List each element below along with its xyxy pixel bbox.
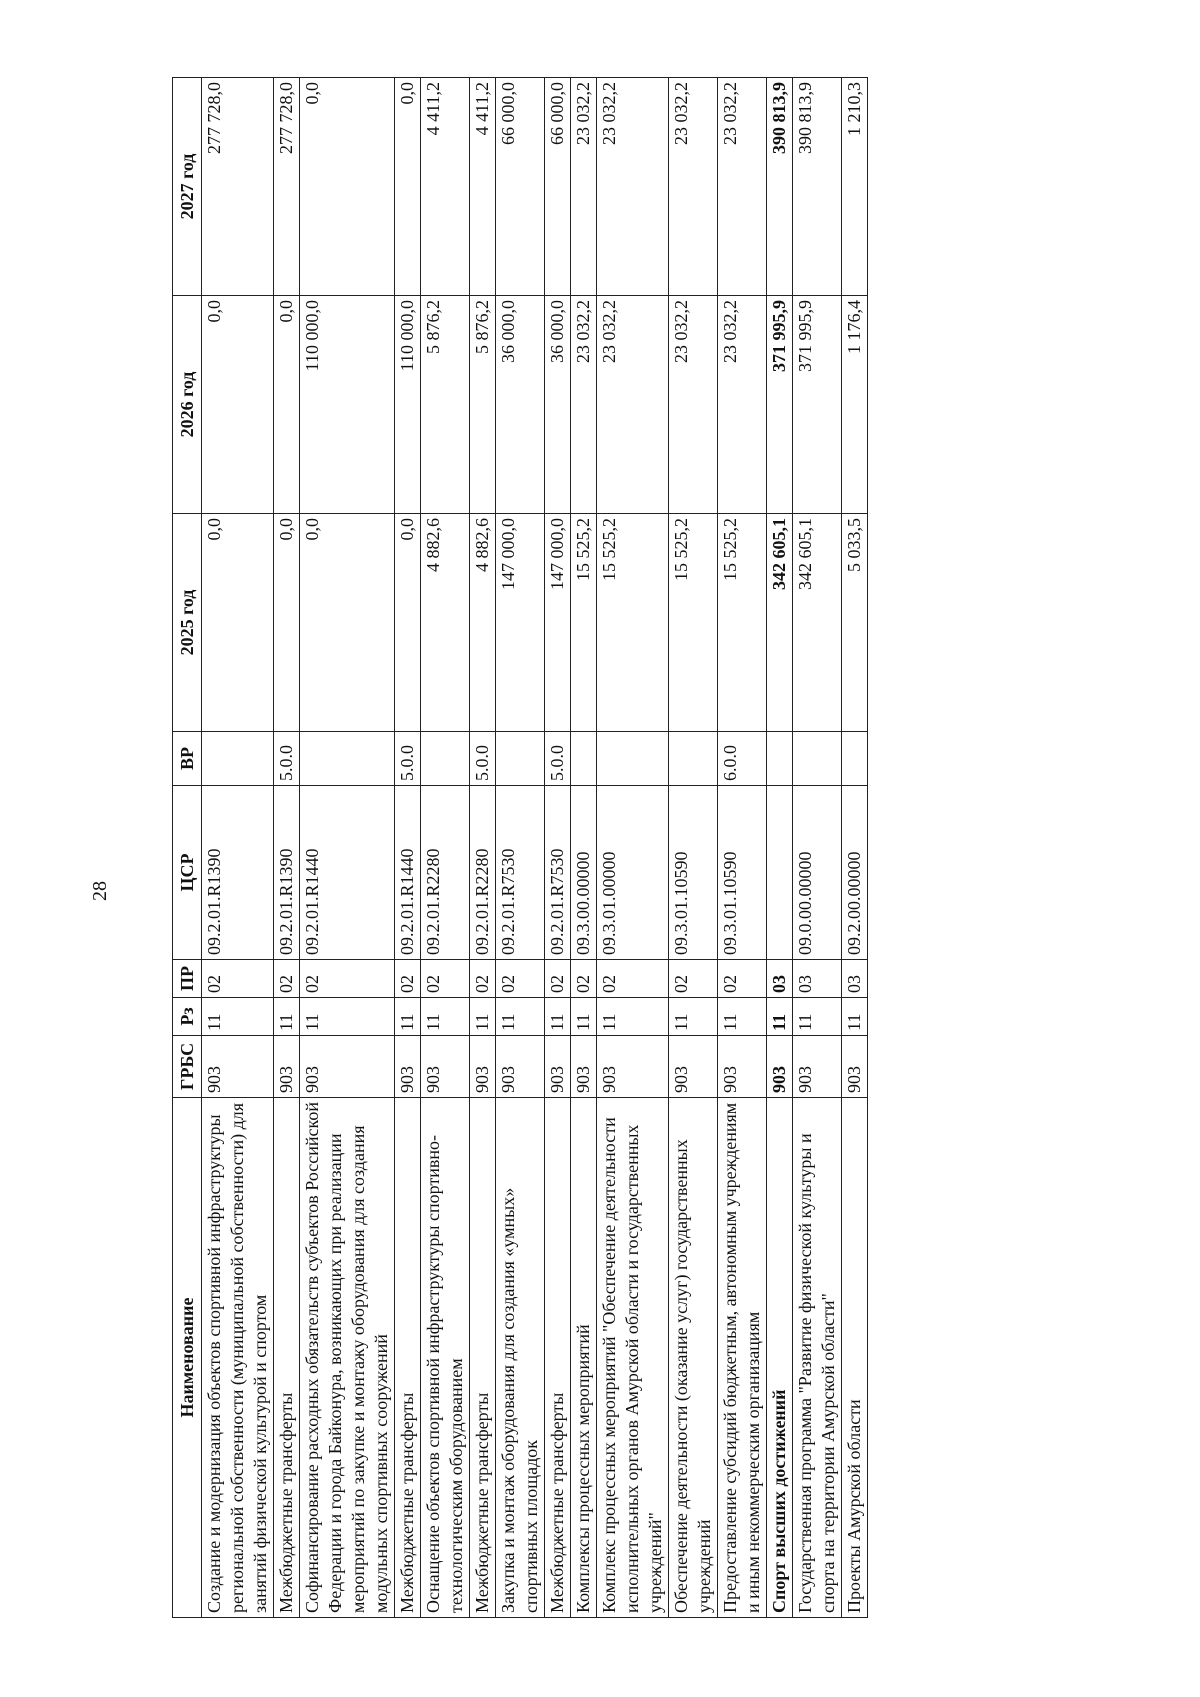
- cell-2026: 1 176,4: [842, 296, 868, 514]
- header-2027: 2027 год: [173, 78, 202, 296]
- budget-table-container: [172, 78, 952, 1618]
- cell-name: Государственная программа "Развитие физической культуры и спорта на территории Амурской области": [793, 1098, 842, 1618]
- cell-2025: 15 525,2: [718, 514, 767, 732]
- cell-rz: 11: [470, 998, 496, 1036]
- cell-rz: 11: [395, 998, 421, 1036]
- cell-rz: 11: [274, 998, 300, 1036]
- cell-2027: 23 032,2: [669, 78, 718, 296]
- cell-2025: 0,0: [300, 514, 395, 732]
- cell-pr: 03: [793, 960, 842, 998]
- cell-csr: 09.2.01.R7530: [545, 786, 571, 960]
- cell-vr: 5.0.0: [470, 732, 496, 786]
- cell-grbs: 903: [395, 1036, 421, 1098]
- cell-2026: 5 876,2: [470, 296, 496, 514]
- cell-2025: 0,0: [395, 514, 421, 732]
- table-row: [300, 78, 395, 1618]
- cell-2025: 0,0: [202, 514, 274, 732]
- cell-pr: 02: [395, 960, 421, 998]
- cell-vr: [842, 732, 868, 786]
- cell-2027: 390 813,9: [793, 78, 842, 296]
- cell-csr: 09.3.01.10590: [669, 786, 718, 960]
- table-body: [202, 78, 868, 1618]
- cell-grbs: 903: [842, 1036, 868, 1098]
- cell-2025: 342 605,1: [793, 514, 842, 732]
- cell-name: Предоставление субсидий бюджетным, автономным учреждениям и иным некоммерческим организациям: [718, 1098, 767, 1618]
- header-2025: 2025 год: [173, 514, 202, 732]
- cell-name: Межбюджетные трансферты: [470, 1098, 496, 1618]
- table-row: [597, 78, 669, 1618]
- cell-vr: [300, 732, 395, 786]
- cell-vr: [669, 732, 718, 786]
- cell-csr: 09.3.01.00000: [597, 786, 669, 960]
- cell-2027: 390 813,9: [767, 78, 793, 296]
- cell-rz: 11: [718, 998, 767, 1036]
- cell-vr: [793, 732, 842, 786]
- table-row: [767, 78, 793, 1618]
- cell-2027: 1 210,3: [842, 78, 868, 296]
- cell-pr: 02: [669, 960, 718, 998]
- cell-name: Оснащение объектов спортивной инфраструктуры спортивно-технологическим оборудованием: [421, 1098, 470, 1618]
- table-row: [718, 78, 767, 1618]
- table-row: [842, 78, 868, 1618]
- cell-pr: 02: [421, 960, 470, 998]
- cell-2025: 15 525,2: [571, 514, 597, 732]
- cell-grbs: 903: [496, 1036, 545, 1098]
- cell-rz: 11: [669, 998, 718, 1036]
- cell-2027: 0,0: [300, 78, 395, 296]
- cell-2027: 4 411,2: [421, 78, 470, 296]
- cell-2027: 66 000,0: [545, 78, 571, 296]
- cell-2025: 147 000,0: [545, 514, 571, 732]
- cell-2027: 0,0: [395, 78, 421, 296]
- cell-name: Межбюджетные трансферты: [545, 1098, 571, 1618]
- cell-2026: 23 032,2: [597, 296, 669, 514]
- cell-2025: 147 000,0: [496, 514, 545, 732]
- cell-2026: 23 032,2: [718, 296, 767, 514]
- cell-rz: 11: [842, 998, 868, 1036]
- cell-grbs: 903: [202, 1036, 274, 1098]
- cell-vr: 6.0.0: [718, 732, 767, 786]
- cell-2025: 4 882,6: [470, 514, 496, 732]
- cell-2026: 23 032,2: [669, 296, 718, 514]
- cell-vr: [421, 732, 470, 786]
- cell-rz: 11: [597, 998, 669, 1036]
- cell-2026: 0,0: [274, 296, 300, 514]
- cell-vr: [496, 732, 545, 786]
- cell-rz: 11: [496, 998, 545, 1036]
- table-row: [545, 78, 571, 1618]
- header-2026: 2026 год: [173, 296, 202, 514]
- cell-name: Межбюджетные трансферты: [395, 1098, 421, 1618]
- cell-2027: 277 728,0: [202, 78, 274, 296]
- cell-csr: 09.2.01.R2280: [421, 786, 470, 960]
- cell-csr: 09.2.01.R1390: [274, 786, 300, 960]
- cell-pr: 02: [545, 960, 571, 998]
- cell-name: Проекты Амурской области: [842, 1098, 868, 1618]
- table-row: [470, 78, 496, 1618]
- cell-vr: 5.0.0: [545, 732, 571, 786]
- cell-csr: 09.2.01.R1440: [300, 786, 395, 960]
- cell-2027: 23 032,2: [597, 78, 669, 296]
- cell-2027: 23 032,2: [571, 78, 597, 296]
- cell-grbs: 903: [793, 1036, 842, 1098]
- cell-pr: 02: [571, 960, 597, 998]
- cell-2027: 277 728,0: [274, 78, 300, 296]
- cell-pr: 02: [300, 960, 395, 998]
- cell-grbs: 903: [597, 1036, 669, 1098]
- cell-2026: 371 995,9: [793, 296, 842, 514]
- cell-csr: 09.2.01.R7530: [496, 786, 545, 960]
- cell-grbs: 903: [421, 1036, 470, 1098]
- cell-vr: [597, 732, 669, 786]
- cell-rz: 11: [767, 998, 793, 1036]
- cell-2026: 110 000,0: [300, 296, 395, 514]
- header-csr: ЦСР: [173, 786, 202, 960]
- cell-2027: 4 411,2: [470, 78, 496, 296]
- cell-2026: 371 995,9: [767, 296, 793, 514]
- cell-grbs: 903: [470, 1036, 496, 1098]
- cell-pr: 02: [274, 960, 300, 998]
- cell-csr: [767, 786, 793, 960]
- cell-csr: 09.2.01.R2280: [470, 786, 496, 960]
- table-row: [202, 78, 274, 1618]
- cell-vr: 5.0.0: [395, 732, 421, 786]
- cell-name: Софинансирование расходных обязательств субъектов Российской Федерации и города Байконура, возникающих при реализации мероприятий по закупке и монтажу оборудования для создания модульных спортивных сооружений: [300, 1098, 395, 1618]
- cell-2026: 36 000,0: [496, 296, 545, 514]
- cell-csr: 09.2.01.R1390: [202, 786, 274, 960]
- cell-rz: 11: [793, 998, 842, 1036]
- cell-grbs: 903: [300, 1036, 395, 1098]
- cell-2026: 23 032,2: [571, 296, 597, 514]
- table-row: [274, 78, 300, 1618]
- cell-csr: 09.3.01.10590: [718, 786, 767, 960]
- cell-csr: 09.3.00.00000: [571, 786, 597, 960]
- cell-2025: 342 605,1: [767, 514, 793, 732]
- header-name: Наименование: [173, 1098, 202, 1618]
- cell-2025: 15 525,2: [597, 514, 669, 732]
- cell-2026: 5 876,2: [421, 296, 470, 514]
- cell-csr: 09.0.00.00000: [793, 786, 842, 960]
- table-row: [793, 78, 842, 1618]
- budget-table: [172, 77, 868, 1618]
- cell-grbs: 903: [571, 1036, 597, 1098]
- cell-name: Комплекс процессных мероприятий "Обеспечение деятельности исполнительных органов Амурской области и государственных учреждений": [597, 1098, 669, 1618]
- cell-pr: 02: [496, 960, 545, 998]
- cell-name: Обеспечение деятельности (оказание услуг) государственных учреждений: [669, 1098, 718, 1618]
- table-header: [173, 78, 202, 1618]
- table-row: [421, 78, 470, 1618]
- header-pr: ПР: [173, 960, 202, 998]
- cell-pr: 02: [597, 960, 669, 998]
- cell-vr: [767, 732, 793, 786]
- cell-2026: 0,0: [202, 296, 274, 514]
- cell-grbs: 903: [767, 1036, 793, 1098]
- cell-pr: 03: [842, 960, 868, 998]
- cell-name: Спорт высших достижений: [767, 1098, 793, 1618]
- cell-name: Межбюджетные трансферты: [274, 1098, 300, 1618]
- cell-2027: 23 032,2: [718, 78, 767, 296]
- cell-vr: 5.0.0: [274, 732, 300, 786]
- cell-grbs: 903: [274, 1036, 300, 1098]
- cell-grbs: 903: [669, 1036, 718, 1098]
- cell-grbs: 903: [545, 1036, 571, 1098]
- cell-pr: 03: [767, 960, 793, 998]
- cell-2027: 66 000,0: [496, 78, 545, 296]
- cell-rz: 11: [571, 998, 597, 1036]
- cell-name: Создание и модернизация объектов спортивной инфраструктуры региональной собственности (муниципальной собственности) для занятий физической культурой и спортом: [202, 1098, 274, 1618]
- cell-name: Комплексы процессных мероприятий: [571, 1098, 597, 1618]
- cell-rz: 11: [202, 998, 274, 1036]
- cell-pr: 02: [202, 960, 274, 998]
- cell-pr: 02: [470, 960, 496, 998]
- table-row: [395, 78, 421, 1618]
- table-row: [669, 78, 718, 1618]
- table-row: [571, 78, 597, 1618]
- cell-rz: 11: [300, 998, 395, 1036]
- cell-name: Закупка и монтаж оборудования для создания «умных» спортивных площадок: [496, 1098, 545, 1618]
- cell-pr: 02: [718, 960, 767, 998]
- cell-2025: 5 033,5: [842, 514, 868, 732]
- cell-2026: 110 000,0: [395, 296, 421, 514]
- cell-rz: 11: [421, 998, 470, 1036]
- cell-2026: 36 000,0: [545, 296, 571, 514]
- page-number: 28: [89, 881, 111, 901]
- cell-rz: 11: [545, 998, 571, 1036]
- header-rz: Рз: [173, 998, 202, 1036]
- header-vr: ВР: [173, 732, 202, 786]
- cell-2025: 15 525,2: [669, 514, 718, 732]
- cell-csr: 09.2.00.00000: [842, 786, 868, 960]
- cell-vr: [202, 732, 274, 786]
- cell-2025: 0,0: [274, 514, 300, 732]
- cell-grbs: 903: [718, 1036, 767, 1098]
- table-row: [496, 78, 545, 1618]
- cell-vr: [571, 732, 597, 786]
- header-grbs: ГРБС: [173, 1036, 202, 1098]
- cell-2025: 4 882,6: [421, 514, 470, 732]
- cell-csr: 09.2.01.R1440: [395, 786, 421, 960]
